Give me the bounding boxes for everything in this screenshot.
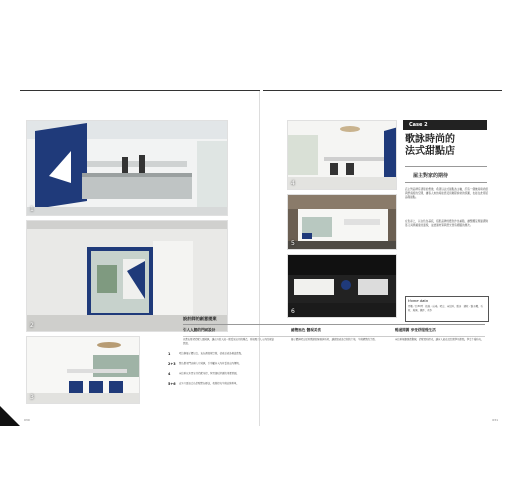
page-number-right: 031: [492, 418, 498, 422]
design-column-text: 以藍色框架搭配大面玻璃，讓店外的人能一眼看見店內的陳設，形成吸引人入內的視覺焦點。: [183, 338, 274, 345]
legend-text: 店外立面以白色搭配藍色標誌，夜間燈光呈現品牌形象。: [179, 382, 239, 385]
photo-number: 2: [30, 322, 34, 329]
legend-item: [168, 362, 248, 366]
legend-number: 2+3: [168, 362, 176, 366]
photo-4-interior: [287, 120, 397, 190]
title-line: 法式甜點店: [405, 146, 455, 157]
legend-item: [168, 372, 248, 376]
legend-text: 吧台與展示櫃以白、灰色調表現空間，使產品成為視覺焦點。: [179, 352, 244, 355]
photo-legend: [168, 352, 248, 386]
photo-number: 6: [291, 308, 295, 315]
home-data-text: 坪數／約30坪 格局／前場、吧台、座位區、廚房 建材／磐多魔、石材、玻璃、鐵件、木作: [408, 305, 483, 312]
photo-number: 3: [30, 394, 34, 401]
photo-5-facade-day: [287, 194, 397, 250]
design-column-heading: 暢通開闊 享受舒服慢生活: [395, 328, 436, 332]
article-title: [405, 134, 455, 158]
top-rule: [263, 90, 502, 91]
section-title-expectation: 屋主對家的期待: [413, 173, 449, 179]
design-column-1: [183, 328, 275, 346]
photo-6-facade-night: [287, 254, 397, 318]
case-label: Case 2: [403, 120, 487, 130]
seating-photo-graphic: [27, 337, 140, 404]
home-data-title: Home data: [408, 299, 428, 303]
section-rule: [405, 182, 487, 183]
facade-night-graphic: [288, 255, 397, 318]
counter-photo-graphic: [27, 121, 228, 216]
design-column-2: [291, 328, 383, 342]
title-rule: [405, 166, 487, 167]
corner-triangle: [0, 406, 20, 426]
design-column-text: 座位區規劃寬敞動線，搭配柔和燈光，讓客人能在此悠閒享用甜點，享受午後時光。: [395, 338, 484, 341]
photo-1-counter: [26, 120, 228, 216]
design-column-text: 展示櫃與吧台採用簡潔的線條與石材，讓甜點成為空間的主角，呈現精緻的美感。: [291, 338, 378, 341]
expectation-paragraph-1: 店主對品牌有清楚的想像，希望以法式甜點為主軸，打造一個兼具時尚感與舒適度的空間，讓客人來訪時能感受到輕鬆愉快的氛圍，也能在此停留品嚐甜點。: [405, 188, 488, 200]
page-number-left: 030: [24, 418, 30, 422]
legend-text: 藍色框架門扇與大片玻璃，引導顧客入內並看見店內環境。: [179, 362, 242, 365]
legend-number: 4: [168, 372, 171, 376]
design-column-heading: 引人入勝的門面設計: [183, 328, 216, 332]
home-data-box: [405, 296, 489, 322]
legend-item: [168, 352, 248, 356]
photo-number: 1: [30, 206, 34, 213]
left-page: [20, 90, 260, 426]
design-section-rule: [183, 324, 485, 325]
expectation-paragraph-2: 在色彩上，以白色為基底，搭配品牌的藍色作為重點，讓整體呈現簡潔俐落又具辨識度的面貌，並透過材質與燈光營造細膩的層次。: [405, 220, 488, 228]
magazine-spread: [20, 90, 502, 426]
design-column-heading: 總覽風色 體現美食: [291, 328, 322, 332]
photo-3-seating: [26, 336, 140, 404]
legend-number: 1: [168, 352, 171, 356]
photo-number: 4: [291, 180, 295, 187]
interior-photo-graphic: [288, 121, 397, 190]
photo-number: 5: [291, 240, 295, 247]
legend-item: [168, 382, 248, 386]
legend-number: 5+6: [168, 382, 176, 386]
design-column-3: [395, 328, 487, 342]
title-line: 歌詠時尚的: [405, 134, 455, 145]
legend-text: 座位區以木質家具搭配吊燈，營造溫暖舒適的用餐氛圍。: [179, 372, 239, 375]
facade-day-graphic: [288, 195, 397, 250]
design-section-title: 設計師的創意提案: [183, 316, 217, 321]
top-rule: [20, 90, 260, 91]
